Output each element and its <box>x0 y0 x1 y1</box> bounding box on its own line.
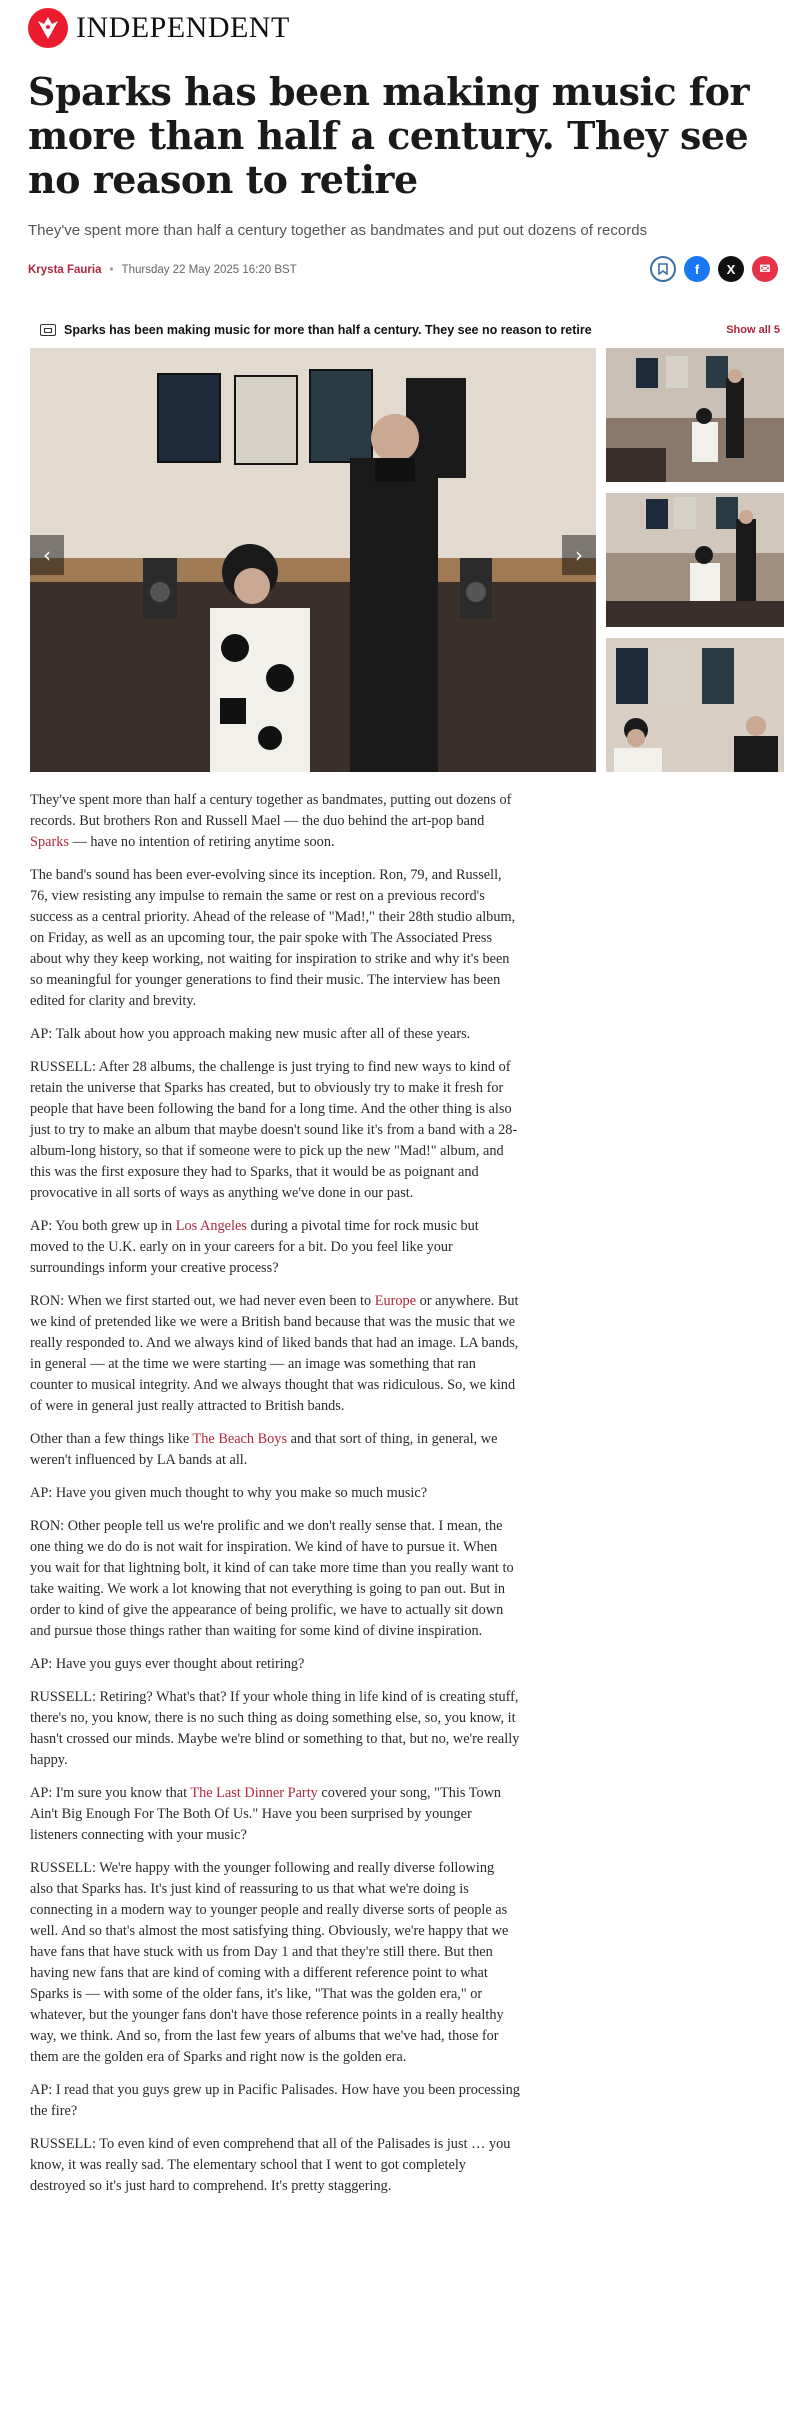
standfirst: They've spent more than half a century together as bandmates and put out dozens of records <box>28 222 648 239</box>
gallery-thumbnail[interactable] <box>606 493 784 627</box>
paragraph: AP: I read that you guys grew up in Pacific Palisades. How have you been processing the fire? <box>30 2082 520 2119</box>
paragraph-text: AP: I'm sure you know that <box>30 1785 191 1801</box>
email-icon[interactable]: ✉ <box>752 256 778 282</box>
paragraph <box>30 1429 520 1471</box>
paragraph-text: covered your song, "This Town Ain't Big Enough For The Both Of Us." Have you been surprised by younger listeners connecting with your music? <box>30 1785 502 1843</box>
paragraph <box>30 1216 520 1279</box>
paragraph: The band's sound has been ever-evolving since its inception. Ron, 79, and Russell, 76, view resisting any impulse to remain the same or rest on a previous record's success as a central priority. Ahead of the release of "Mad!," their 28th studio album, on Friday, as well as an upcoming tour, the pair spoke with The Associated Press about why they keep working, not waiting for inspiration to strike and why it's been so meaningful for younger generations to find their music. The interview has been edited for clarity and brevity. <box>30 867 516 1009</box>
show-all-button[interactable]: Show all 5 <box>726 324 780 336</box>
page-title: Sparks has been making music for more than half a century. They see no reason to retire <box>28 69 750 202</box>
article-body <box>30 790 520 2209</box>
gallery-header <box>40 320 780 340</box>
paragraph-text: They've spent more than half a century together as bandmates, putting out dozens of records. But brothers Ron and Russell Mael — the duo behind the art-pop band <box>30 792 512 829</box>
paragraph: AP: Talk about how you approach making new music after all of these years. <box>30 1026 471 1042</box>
paragraph <box>30 1291 520 1417</box>
x-icon[interactable]: X <box>718 256 744 282</box>
last-dinner-party-link[interactable]: The Last Dinner Party <box>190 1785 318 1801</box>
paragraph-text: and that sort of thing, in general, we weren't influenced by LA bands at all. <box>30 1431 498 1468</box>
paragraph <box>30 790 520 853</box>
gallery-prev-button[interactable]: ‹ <box>30 535 64 575</box>
byline-separator: • <box>109 264 114 276</box>
brand-name[interactable]: INDEPENDENT <box>76 11 290 44</box>
bookmark-icon[interactable] <box>650 256 676 282</box>
masthead <box>28 6 290 50</box>
paragraph-text: RON: When we first started out, we had never even been to <box>30 1293 375 1309</box>
paragraph: AP: Have you guys ever thought about retiring? <box>30 1656 305 1672</box>
eagle-icon[interactable] <box>28 8 68 48</box>
paragraph: RUSSELL: Retiring? What's that? If your whole thing in life kind of is creating stuff, there's no, you know, there is no such thing as doing something else, so, you know, it hasn't crossed our minds. Maybe we're blind or something to that, but no, we're really happy. <box>30 1689 520 1768</box>
gallery-main-image[interactable] <box>30 348 596 772</box>
publish-date: Thursday 22 May 2025 16:20 BST <box>121 264 297 276</box>
paragraph: RUSSELL: To even kind of even comprehend that all of the Palisades is just … you know, it was really sad. The elementary school that I went to got completely destroyed so it's just hard to comprehend. It's pretty staggering. <box>30 2136 511 2194</box>
gallery-next-button[interactable]: › <box>562 535 596 575</box>
paragraph: RUSSELL: After 28 albums, the challenge is just trying to find new ways to kind of retain the universe that Sparks has created, but to obviously try to make it fresh for people that have been following the band for a long time. And the other thing is also just to try to make an album that maybe doesn't sound like it's from a band with a 28-album-long history, so that if someone were to pick up the new "Mad!" album, and this was the first exposure they had to Sparks, that it would be as poignant and provocative in all sorts of ways as anything we've done in our past. <box>30 1059 518 1201</box>
paragraph-text: during a pivotal time for rock music but moved to the U.K. early on in your careers for a bit. Do you feel like your surroundings inform your creative process? <box>30 1218 479 1276</box>
gallery-thumbnail[interactable] <box>606 638 784 772</box>
paragraph-text: Other than a few things like <box>30 1431 193 1447</box>
paragraph: RON: Other people tell us we're prolific and we don't really sense that. I mean, the one thing we do do is not wait for inspiration. We kind of have to pursue it. When you wait for that lightning bolt, it kind of can take more time than you really want to take waiting. We work a lot knowing that not everything is going to pan out. But in order to kind of give the appearance of being prolific, we have to actually sit down and pursue those things rather than waiting for some kind of divine inspiration. <box>30 1518 514 1639</box>
share-bar <box>650 256 778 282</box>
paragraph: RUSSELL: We're happy with the younger following and really diverse following also that Sparks has. It's just kind of reassuring to us that what we're doing is connecting in a modern way to younger people and really diverse sorts of people as well. And so that's almost the most satisfying thing. Obviously, we're happy that we have fans that have stuck with us from Day 1 and that they're still there. But then having new fans that are kind of coming with a different reference point to what Sparks is — with some of the older fans, it's like, "That was the golden era," or whatever, but the younger fans don't have those reference points in a really healthy way, we think. And so, from the last few years of albums that we've had, those for them are the golden era of Sparks and right now is the golden era. <box>30 1860 509 2065</box>
sparks-link[interactable]: Sparks <box>30 834 69 850</box>
paragraph-text: or anywhere. But we kind of pretended like we were a British band because that was the music that we really responded to. And we always kind of liked bands that had an image. LA bands, in general — at the time we were starting — an image was something that ran counter to musical integrity. And we always thought that was ridiculous. So, we kind of were in general just really attracted to British bands. <box>30 1293 519 1414</box>
author-link[interactable]: Krysta Fauria <box>28 264 102 276</box>
byline <box>28 256 778 284</box>
beach-boys-link[interactable]: The Beach Boys <box>192 1431 288 1447</box>
facebook-icon[interactable]: f <box>684 256 710 282</box>
paragraph-text: — have no intention of retiring anytime soon. <box>68 834 335 850</box>
paragraph: AP: Have you given much thought to why you make so much music? <box>30 1485 428 1501</box>
paragraph <box>30 1783 520 1846</box>
gallery-thumbnail[interactable] <box>606 348 784 482</box>
europe-link[interactable]: Europe <box>374 1293 417 1309</box>
gallery-title: Sparks has been making music for more than half a century. They see no reason to retire <box>64 323 592 337</box>
paragraph-text: AP: You both grew up in <box>30 1218 176 1234</box>
los-angeles-link[interactable]: Los Angeles <box>175 1218 247 1234</box>
gallery-icon <box>40 324 56 336</box>
